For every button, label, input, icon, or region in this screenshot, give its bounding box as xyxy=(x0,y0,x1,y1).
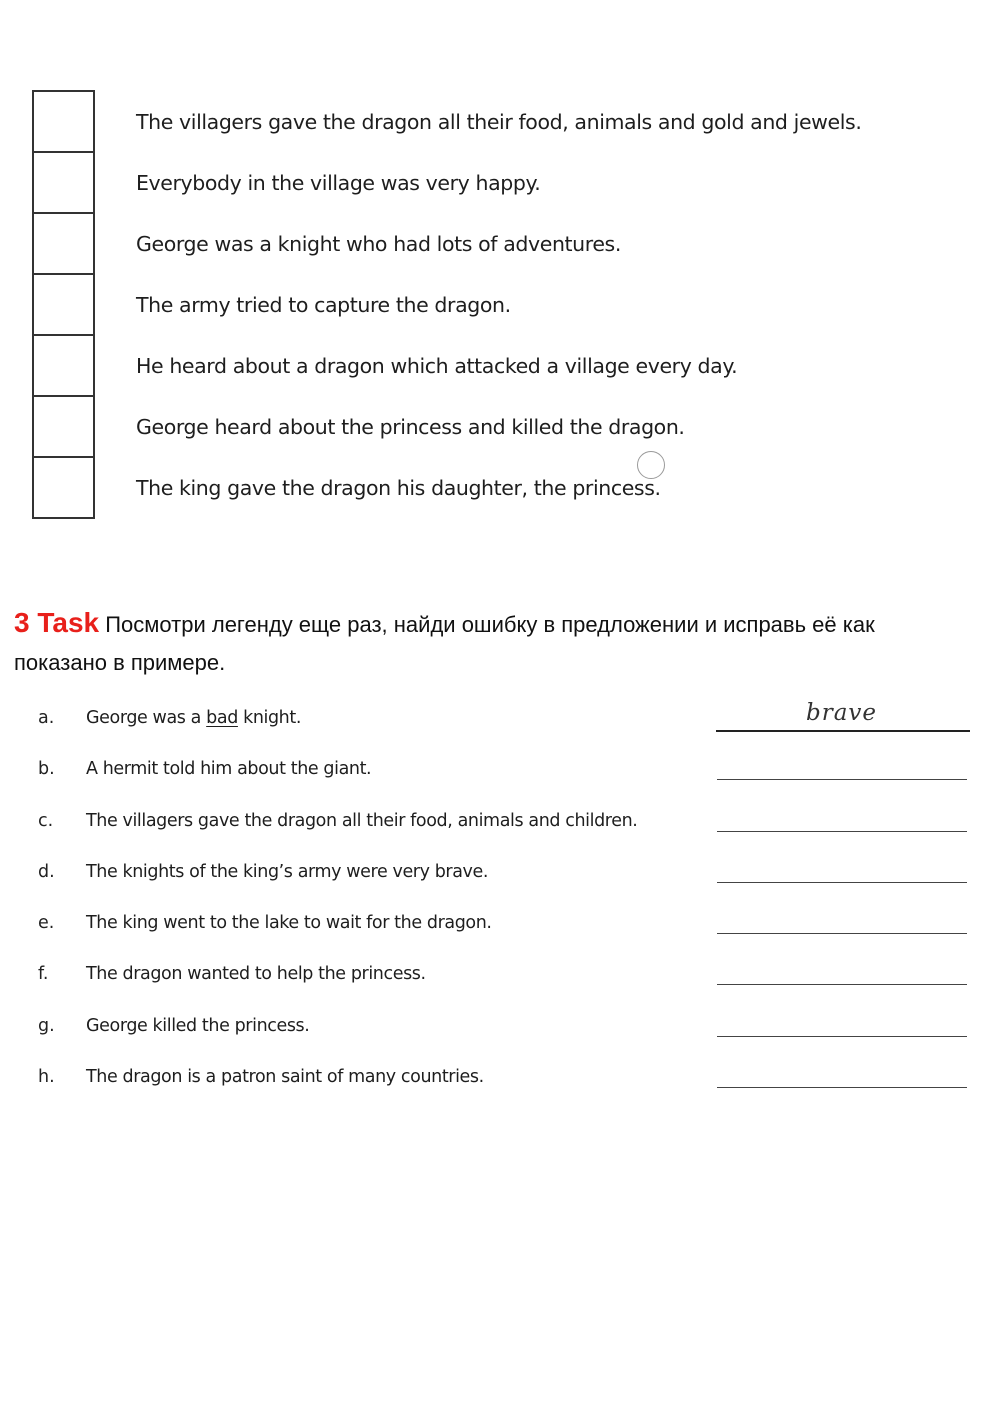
sequence-statement: George heard about the princess and killed the dragon. xyxy=(136,414,685,439)
sequence-statement: The king gave the dragon his daughter, the princess. xyxy=(136,475,661,500)
list-item xyxy=(0,695,1000,746)
task-heading xyxy=(14,604,954,682)
sequence-table xyxy=(32,90,863,519)
item-letter: g. xyxy=(38,1015,55,1036)
answer-line[interactable] xyxy=(716,730,970,732)
answer-line[interactable] xyxy=(717,831,967,832)
sequence-statement: He heard about a dragon which attacked a village every day. xyxy=(136,353,738,378)
order-number-box[interactable] xyxy=(33,396,94,457)
list-item xyxy=(0,849,1000,900)
task-instruction: Посмотри легенду еще раз, найди ошибку в предложении и исправь её как показано в примере. xyxy=(14,612,875,675)
item-sentence: George was a bad knight. xyxy=(86,708,301,728)
item-letter: a. xyxy=(38,708,55,728)
list-item xyxy=(0,1054,1000,1105)
task-number: 3 Task xyxy=(14,607,100,638)
item-letter: d. xyxy=(38,861,55,882)
sequence-statement: The villagers gave the dragon all their food, animals and gold and jewels. xyxy=(136,109,862,134)
order-number-box[interactable] xyxy=(33,213,94,274)
sequence-row xyxy=(33,335,862,396)
list-item xyxy=(0,1003,1000,1054)
sequence-statement: The army tried to capture the dragon. xyxy=(136,292,511,317)
sequence-statement: George was a knight who had lots of adventures. xyxy=(136,231,621,256)
sequence-row xyxy=(33,152,862,213)
sequence-row xyxy=(33,396,862,457)
item-sentence: The king went to the lake to wait for the dragon. xyxy=(86,913,492,934)
item-letter: f. xyxy=(38,964,49,985)
sequence-statement: Everybody in the village was very happy. xyxy=(136,170,541,195)
list-item xyxy=(0,951,1000,1002)
answer-line[interactable] xyxy=(717,1087,967,1088)
item-letter: e. xyxy=(38,913,55,934)
list-item xyxy=(0,746,1000,797)
answer-line[interactable] xyxy=(717,984,967,985)
sequence-row xyxy=(33,213,862,274)
answer-line[interactable] xyxy=(717,1036,967,1037)
answer-line[interactable] xyxy=(717,779,967,780)
item-sentence: George killed the princess. xyxy=(86,1015,310,1036)
item-sentence: The knights of the king’s army were very brave. xyxy=(86,861,489,882)
example-answer: brave xyxy=(806,700,878,726)
answer-line[interactable] xyxy=(717,882,967,883)
order-number-box[interactable] xyxy=(33,91,94,152)
order-number-box[interactable] xyxy=(33,335,94,396)
order-number-box[interactable] xyxy=(33,274,94,335)
item-letter: b. xyxy=(38,759,55,780)
error-word: bad xyxy=(206,708,238,728)
answer-line[interactable] xyxy=(717,933,967,934)
cursor-ring-icon xyxy=(637,451,665,479)
item-sentence: The dragon wanted to help the princess. xyxy=(86,964,426,985)
item-sentence: The villagers gave the dragon all their food, animals and children. xyxy=(86,810,638,831)
item-letter: c. xyxy=(38,810,54,831)
list-item xyxy=(0,798,1000,849)
order-number-box[interactable] xyxy=(33,152,94,213)
sequence-row xyxy=(33,274,862,335)
list-item xyxy=(0,900,1000,951)
item-sentence: The dragon is a patron saint of many countries. xyxy=(86,1067,484,1088)
order-number-box[interactable] xyxy=(33,457,94,518)
item-letter: h. xyxy=(38,1067,55,1088)
item-sentence: A hermit told him about the giant. xyxy=(86,759,372,780)
sequence-row xyxy=(33,457,862,518)
sequence-row xyxy=(33,91,862,152)
correction-list xyxy=(0,695,1000,1105)
